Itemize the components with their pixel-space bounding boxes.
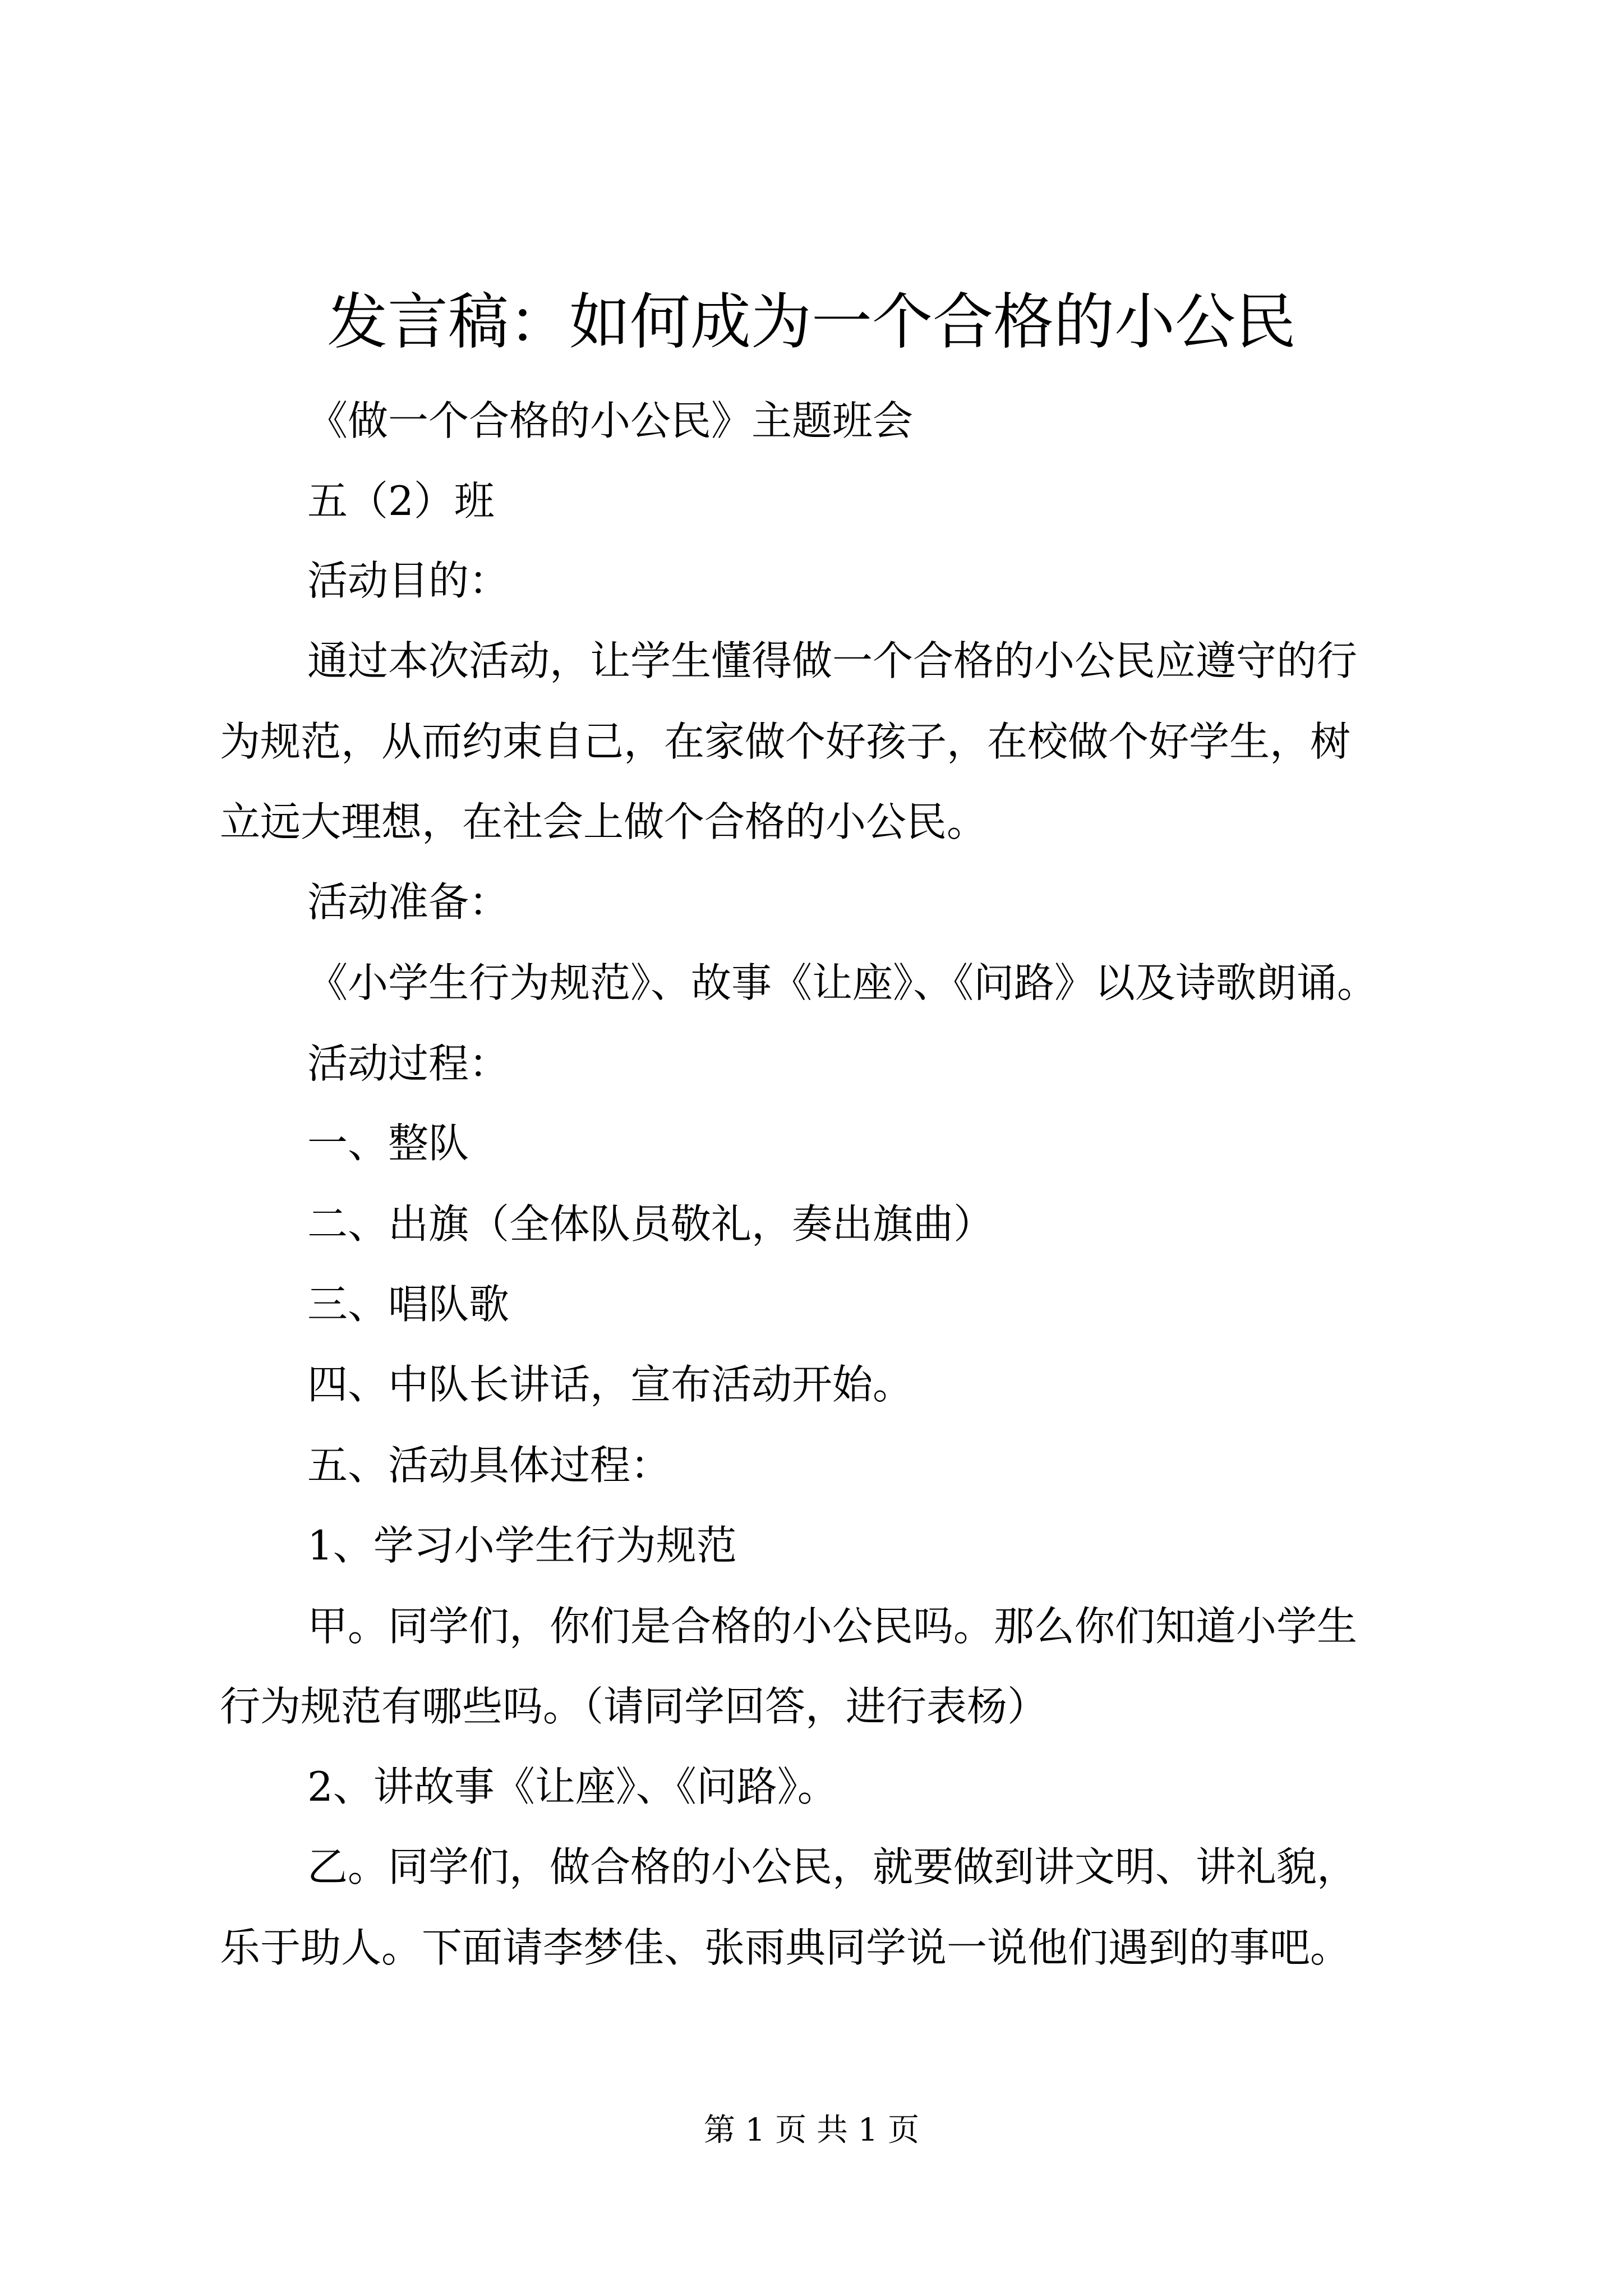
- paragraph-line: 乙。同学们，做合格的小公民，就要做到讲文明、讲礼貌，: [307, 1843, 1358, 1890]
- list-item: 1、学习小学生行为规范: [307, 1522, 737, 1569]
- page-footer: 第 1 页 共 1 页: [703, 2112, 920, 2148]
- list-item: 一、整队: [307, 1120, 469, 1167]
- document-title: 发言稿：如何成为一个合格的小公民: [326, 287, 1296, 357]
- class-line: 五（2）班: [307, 477, 495, 524]
- subtitle-line: 《做一个合格的小公民》主题班会: [307, 397, 914, 444]
- paragraph-line: 立远大理想，在社会上做个合格的小公民。: [220, 798, 988, 845]
- section-heading-purpose: 活动目的：: [307, 557, 510, 604]
- section-heading-process: 活动过程：: [307, 1040, 510, 1087]
- section-heading-preparation: 活动准备：: [307, 878, 510, 926]
- list-item: 二、出旗（全体队员敬礼，奏出旗曲）: [307, 1200, 994, 1248]
- paragraph-line: 为规范，从而约束自己，在家做个好孩子，在校做个好学生，树: [220, 718, 1351, 765]
- paragraph-line: 甲。同学们，你们是合格的小公民吗。那么你们知道小学生: [307, 1603, 1358, 1650]
- paragraph-line: 乐于助人。下面请李梦佳、张雨典同学说一说他们遇到的事吧。: [220, 1924, 1351, 1971]
- list-item: 四、中队长讲话，宣布活动开始。: [307, 1361, 914, 1408]
- list-item: 2、讲故事《让座》、《问路》。: [307, 1763, 838, 1810]
- paragraph-line: 通过本次活动，让学生懂得做一个合格的小公民应遵守的行: [307, 637, 1358, 684]
- paragraph-line: 《小学生行为规范》、故事《让座》、《问路》以及诗歌朗诵。: [307, 959, 1378, 1006]
- list-item: 三、唱队歌: [307, 1281, 510, 1328]
- list-item: 五、活动具体过程：: [307, 1442, 671, 1489]
- paragraph-line: 行为规范有哪些吗。（请同学回答，进行表杨）: [220, 1683, 1048, 1730]
